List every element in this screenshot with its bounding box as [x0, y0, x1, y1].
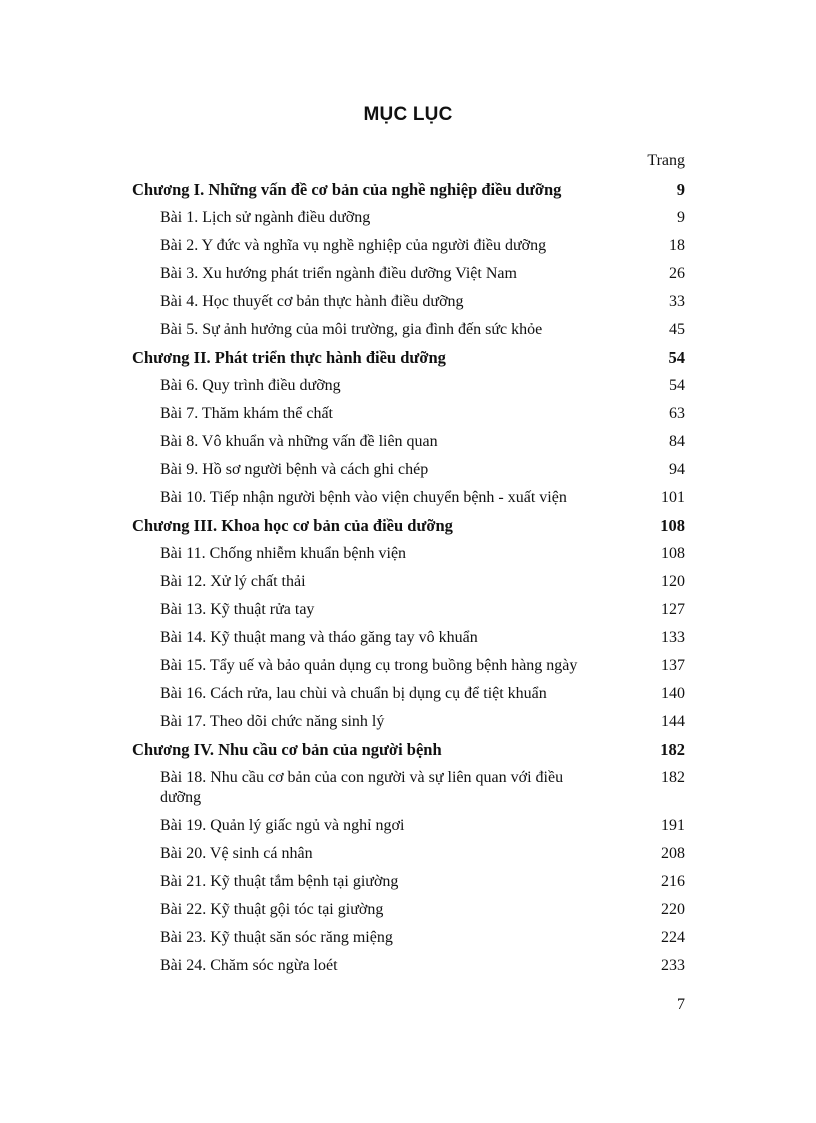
toc-lesson-row[interactable]: [132, 868, 685, 896]
toc-entry-page: 101: [661, 489, 685, 506]
toc-chapter-row[interactable]: [132, 736, 685, 764]
toc-entry-label: Bài 13. Kỹ thuật rửa tay: [160, 601, 315, 618]
toc-lesson-row[interactable]: [132, 260, 685, 288]
toc-lesson-row[interactable]: [132, 400, 685, 428]
toc-lesson-row[interactable]: [132, 896, 685, 924]
toc-entry-page: 137: [661, 657, 685, 674]
toc-entry-label: Chương I. Những vấn đề cơ bản của nghề nghiệp điều dưỡng: [132, 180, 562, 199]
toc-chapter-row[interactable]: [132, 344, 685, 372]
toc-lesson-row[interactable]: [132, 204, 685, 232]
toc-entry-page: 108: [661, 545, 685, 562]
toc-lesson-row[interactable]: [132, 924, 685, 952]
toc-lesson-row[interactable]: [132, 812, 685, 840]
toc-entry-page: 182: [661, 769, 685, 786]
toc-entry-label: Bài 2. Y đức và nghĩa vụ nghề nghiệp của người điều dưỡng: [160, 237, 547, 254]
toc-lesson-row[interactable]: [132, 456, 685, 484]
toc-entry-page: 63: [669, 405, 685, 422]
toc-chapter-row[interactable]: [132, 512, 685, 540]
toc-entry-page: 45: [669, 321, 685, 338]
toc-lesson-row[interactable]: [132, 840, 685, 868]
toc-lesson-row[interactable]: [132, 708, 685, 736]
toc-entry-label: Bài 14. Kỹ thuật mang và tháo găng tay vô khuẩn: [160, 629, 478, 646]
toc-entry-label: Bài 24. Chăm sóc ngừa loét: [160, 957, 338, 974]
toc-entry-label: Bài 3. Xu hướng phát triển ngành điều dưỡng Việt Nam: [160, 265, 517, 282]
toc-entry-page: 127: [661, 601, 685, 618]
toc-entry-label: Bài 12. Xử lý chất thải: [160, 573, 306, 590]
toc-entry-page: 233: [661, 957, 685, 974]
toc-entry-page: 133: [661, 629, 685, 646]
toc-entry-label: Bài 23. Kỹ thuật săn sóc răng miệng: [160, 929, 393, 946]
toc-entry-page: 26: [669, 265, 685, 282]
page-title: MỤC LỤC: [363, 104, 453, 125]
toc-entry-page: 208: [661, 845, 685, 862]
toc-entry-page: 191: [661, 817, 685, 834]
table-of-contents: [132, 176, 685, 980]
toc-entry-label: Bài 15. Tẩy uế và bảo quản dụng cụ trong buồng bệnh hàng ngày: [160, 657, 578, 674]
toc-entry-label: Bài 4. Học thuyết cơ bản thực hành điều dưỡng: [160, 293, 464, 310]
toc-entry-label: Chương III. Khoa học cơ bản của điều dưỡng: [132, 516, 453, 535]
toc-entry-page: 108: [660, 516, 685, 535]
toc-lesson-row[interactable]: [132, 680, 685, 708]
toc-lesson-row[interactable]: [132, 596, 685, 624]
toc-entry-page: 182: [660, 740, 685, 759]
toc-lesson-row[interactable]: [132, 372, 685, 400]
toc-entry-page: 54: [668, 348, 685, 367]
toc-entry-page: 54: [669, 377, 685, 394]
toc-lesson-row[interactable]: [132, 568, 685, 596]
toc-entry-page: 9: [677, 209, 685, 226]
toc-entry-label: Bài 19. Quản lý giấc ngủ và nghỉ ngơi: [160, 817, 405, 834]
toc-lesson-row[interactable]: [132, 316, 685, 344]
toc-entry-label: Bài 10. Tiếp nhận người bệnh vào viện chuyển bệnh - xuất viện: [160, 489, 567, 506]
toc-lesson-row[interactable]: [132, 624, 685, 652]
toc-entry-label: Bài 20. Vệ sinh cá nhân: [160, 845, 313, 862]
toc-entry-label: Bài 7. Thăm khám thể chất: [160, 405, 333, 422]
toc-entry-label: Bài 16. Cách rửa, lau chùi và chuẩn bị dụng cụ để tiệt khuẩn: [160, 685, 547, 702]
toc-entry-label: Bài 1. Lịch sử ngành điều dưỡng: [160, 209, 371, 226]
toc-lesson-row[interactable]: [132, 952, 685, 980]
toc-entry-label: Bài 11. Chống nhiễm khuẩn bệnh viện: [160, 545, 407, 562]
toc-lesson-row[interactable]: [132, 428, 685, 456]
toc-entry-label: Bài 5. Sự ảnh hưởng của môi trường, gia đình đến sức khỏe: [160, 321, 543, 338]
toc-entry-page: 144: [661, 713, 685, 730]
toc-lesson-row[interactable]: [132, 652, 685, 680]
toc-entry-page: 9: [676, 180, 685, 199]
toc-entry-label: Bài 18. Nhu cầu cơ bản của con người và sự liên quan với điều dưỡng: [160, 769, 564, 806]
toc-entry-label: Chương IV. Nhu cầu cơ bản của người bệnh: [132, 740, 442, 759]
toc-entry-label: Bài 22. Kỹ thuật gội tóc tại giường: [160, 901, 384, 918]
toc-chapter-row[interactable]: [132, 176, 685, 204]
toc-entry-page: 94: [669, 461, 685, 478]
page-column-header: Trang: [647, 152, 685, 169]
toc-entry-page: 18: [669, 237, 685, 254]
toc-entry-label: Chương II. Phát triển thực hành điều dưỡng: [132, 348, 446, 367]
toc-entry-label: Bài 8. Vô khuẩn và những vấn đề liên quan: [160, 433, 438, 450]
toc-lesson-row[interactable]: [132, 288, 685, 316]
page-number: 7: [677, 996, 685, 1013]
toc-entry-page: 84: [669, 433, 685, 450]
toc-entry-page: 140: [661, 685, 685, 702]
toc-entry-page: 224: [661, 929, 685, 946]
toc-entry-label: Bài 6. Quy trình điều dưỡng: [160, 377, 341, 394]
toc-lesson-row[interactable]: [132, 484, 685, 512]
toc-entry-page: 220: [661, 901, 685, 918]
toc-lesson-row[interactable]: [132, 764, 685, 812]
toc-lesson-row[interactable]: [132, 232, 685, 260]
toc-entry-label: Bài 17. Theo dõi chức năng sinh lý: [160, 713, 385, 730]
toc-entry-page: 120: [661, 573, 685, 590]
toc-lesson-row[interactable]: [132, 540, 685, 568]
toc-entry-label: Bài 9. Hồ sơ người bệnh và cách ghi chép: [160, 461, 429, 478]
toc-entry-page: 33: [669, 293, 685, 310]
toc-entry-label: Bài 21. Kỹ thuật tắm bệnh tại giường: [160, 873, 399, 890]
toc-entry-page: 216: [661, 873, 685, 890]
